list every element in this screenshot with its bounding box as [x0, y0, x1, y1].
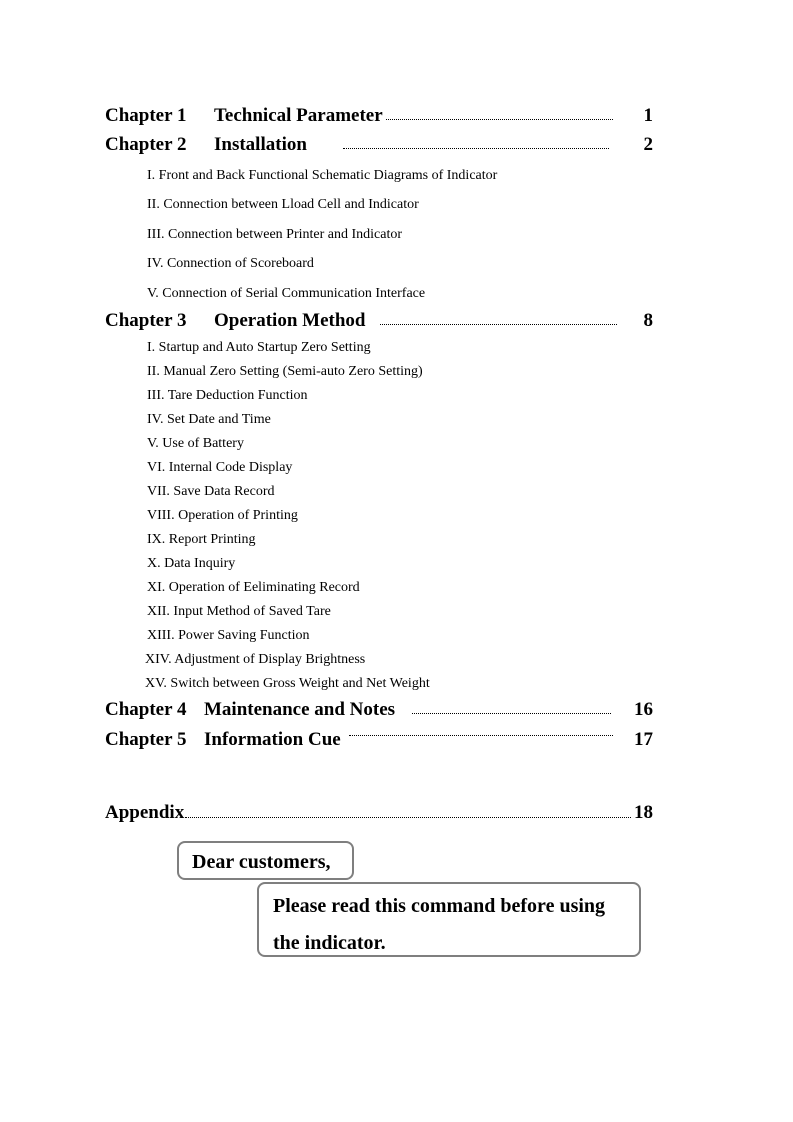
chapter-title: Technical Parameter	[214, 105, 383, 126]
greeting-box	[177, 841, 354, 880]
toc-section[interactable]: VI. Internal Code Display	[147, 460, 293, 475]
toc-section[interactable]: II. Connection between Lload Cell and Indicator	[147, 197, 419, 212]
toc-section[interactable]: V. Connection of Serial Communication Interface	[147, 286, 426, 301]
chapter-number: Chapter 5	[105, 729, 187, 750]
chapter-title: Maintenance and Notes	[204, 699, 396, 720]
toc-section[interactable]: XII. Input Method of Saved Tare	[147, 604, 331, 619]
toc-section[interactable]: XIII. Power Saving Function	[147, 628, 310, 643]
toc-appendix[interactable]	[105, 800, 653, 826]
toc-section[interactable]: VIII. Operation of Printing	[147, 508, 298, 523]
notice-line-2: the indicator.	[273, 932, 386, 954]
chapter-page: 8	[643, 310, 653, 331]
toc-section[interactable]: V. Use of Battery	[147, 436, 244, 451]
toc-section[interactable]: IV. Connection of Scoreboard	[147, 256, 314, 271]
toc-section[interactable]: XI. Operation of Eeliminating Record	[147, 580, 360, 595]
toc-section[interactable]: XIV. Adjustment of Display Brightness	[145, 652, 366, 667]
appendix-page: 18	[634, 802, 653, 823]
toc-chapter-4[interactable]	[105, 697, 653, 723]
chapter-page: 1	[643, 105, 653, 126]
chapter-number: Chapter 1	[105, 105, 187, 126]
toc-section[interactable]: VII. Save Data Record	[147, 484, 275, 499]
appendix-title: Appendix	[105, 802, 185, 823]
toc-section[interactable]: X. Data Inquiry	[147, 556, 236, 571]
toc-section[interactable]: III. Tare Deduction Function	[147, 388, 308, 403]
leader-dots	[380, 324, 617, 325]
chapter-title: Installation	[214, 134, 307, 155]
leader-dots	[349, 735, 613, 736]
toc-section[interactable]: III. Connection between Printer and Indicator	[147, 227, 403, 242]
notice-line-1: Please read this command before using	[273, 895, 606, 917]
toc-chapter-3[interactable]	[105, 308, 653, 334]
toc-section[interactable]: IX. Report Printing	[147, 532, 256, 547]
leader-dots	[343, 148, 609, 149]
toc-chapter-1[interactable]	[105, 103, 653, 129]
chapter-number: Chapter 4	[105, 699, 187, 720]
chapter-number: Chapter 2	[105, 134, 187, 155]
toc-section[interactable]: I. Startup and Auto Startup Zero Setting	[147, 340, 371, 355]
notice-box	[257, 882, 641, 957]
chapter-page: 17	[634, 729, 653, 750]
toc-section[interactable]: II. Manual Zero Setting (Semi-auto Zero Setting)	[147, 364, 423, 379]
toc-section[interactable]: IV. Set Date and Time	[147, 412, 271, 427]
toc-section[interactable]: XV. Switch between Gross Weight and Net Weight	[145, 676, 430, 691]
leader-dots	[386, 119, 613, 120]
chapter-page: 16	[634, 699, 653, 720]
chapter-number: Chapter 3	[105, 310, 187, 331]
leader-dots	[412, 713, 611, 714]
chapter-title: Information Cue	[204, 729, 341, 750]
leader-dots	[185, 817, 631, 818]
chapter-title: Operation Method	[214, 310, 366, 331]
toc-chapter-5[interactable]	[105, 727, 653, 753]
chapter-page: 2	[643, 134, 653, 155]
greeting-text: Dear customers,	[192, 851, 331, 873]
toc-chapter-2[interactable]	[105, 132, 653, 158]
toc-section[interactable]: I. Front and Back Functional Schematic Diagrams of Indicator	[147, 168, 498, 183]
